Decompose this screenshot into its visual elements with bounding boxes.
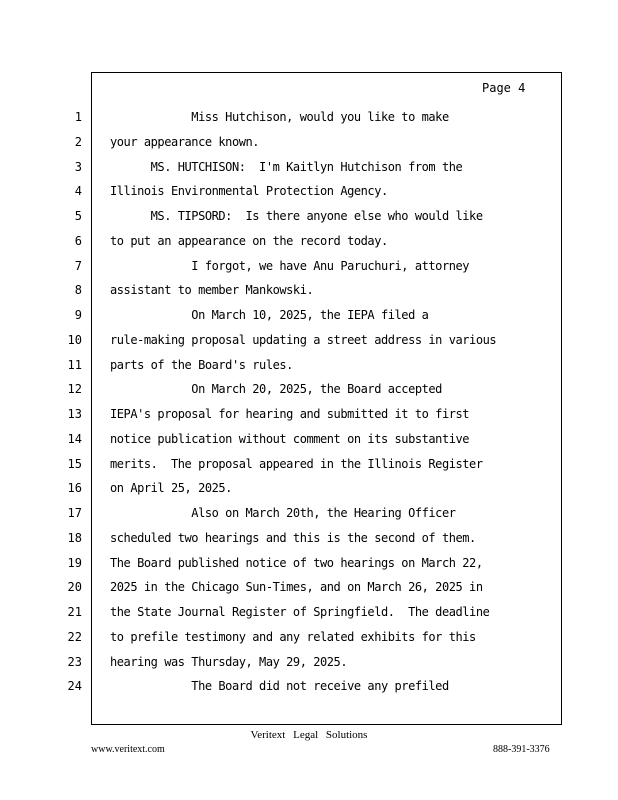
transcript-line [0,135,560,155]
line-number: 4 [74,184,82,199]
footer-company: Veritext Legal Solutions [250,729,368,741]
transcript-line [0,407,560,427]
line-text: Illinois Environmental Protection Agency. [110,184,388,199]
line-number: 9 [74,308,82,322]
line-text: to prefile testimony and any related exhibits for this [110,629,476,644]
line-text: 2025 in the Chicago Sun-Times, and on March 26, 2025 in [110,580,483,595]
transcript-line [0,382,560,402]
line-number: 18 [67,530,82,545]
line-number: 15 [67,456,82,471]
line-number: 6 [74,233,82,248]
transcript-line [0,209,560,229]
line-text: The Board published notice of two hearings on March 22, [110,555,483,570]
transcript-line [0,630,560,650]
transcript-line [0,531,560,551]
footer-website: www.veritext.com [91,744,165,755]
transcript-line [0,358,560,378]
line-text: I forgot, we have Anu Paruchuri, attorney [110,258,470,273]
line-text: hearing was Thursday, May 29, 2025. [110,654,348,669]
line-text: parts of the Board's rules. [110,357,293,372]
line-text: scheduled two hearings and this is the second of them. [110,530,476,545]
line-text: assistant to member Mankowski. [110,283,314,298]
transcript-line [0,457,560,477]
line-text: merits. The proposal appeared in the Illinois Register [110,456,483,471]
transcript-line [0,679,560,699]
line-number: 12 [67,382,82,397]
line-text: to put an appearance on the record today. [110,233,388,248]
transcript-line [0,432,560,452]
line-number: 1 [74,110,82,124]
transcript-line [0,234,560,254]
line-text: the State Journal Register of Springfield. The deadline [110,605,490,619]
transcript-line [0,110,560,130]
line-text: your appearance known. [110,134,260,149]
transcript-line [0,160,560,180]
line-text: The Board did not receive any prefiled [110,679,449,694]
line-number: 14 [67,431,82,446]
line-number: 16 [67,481,82,496]
transcript-line [0,333,560,353]
line-text: on April 25, 2025. [110,481,232,496]
line-number: 11 [67,357,82,372]
line-text: On March 10, 2025, the IEPA filed a [110,308,429,322]
transcript-line [0,556,560,576]
line-number: 8 [74,283,82,298]
line-text: MS. TIPSORD: Is there anyone else who would like [110,209,483,223]
page-number: Page 4 [482,81,526,95]
line-text: Miss Hutchison, would you like to make [110,110,449,124]
line-number: 13 [67,407,82,421]
line-number: 22 [67,629,82,644]
line-number: 5 [74,209,82,223]
footer-phone: 888-391-3376 [493,744,550,755]
line-text: notice publication without comment on its substantive [110,431,470,446]
line-number: 2 [74,134,82,149]
transcript-line [0,184,560,204]
transcript-line [0,259,560,279]
line-text: On March 20, 2025, the Board accepted [110,382,442,397]
line-text: IEPA's proposal for hearing and submitted it to first [110,407,470,421]
line-number: 10 [67,332,82,347]
transcript-line [0,506,560,526]
line-text: MS. HUTCHISON: I'm Kaitlyn Hutchison from the [110,159,463,174]
transcript-line [0,605,560,625]
line-number: 17 [67,506,82,520]
line-number: 23 [67,654,82,669]
line-number: 19 [67,555,82,570]
line-text: Also on March 20th, the Hearing Officer [110,506,456,520]
line-number: 3 [74,159,82,174]
line-number: 20 [67,580,82,595]
transcript-line [0,580,560,600]
line-number: 21 [67,605,82,619]
transcript-line [0,481,560,501]
line-text: rule-making proposal updating a street address in various [110,332,497,347]
line-number: 24 [67,679,82,694]
transcript-line [0,308,560,328]
transcript-line [0,655,560,675]
line-number: 7 [74,258,82,273]
transcript-line [0,283,560,303]
